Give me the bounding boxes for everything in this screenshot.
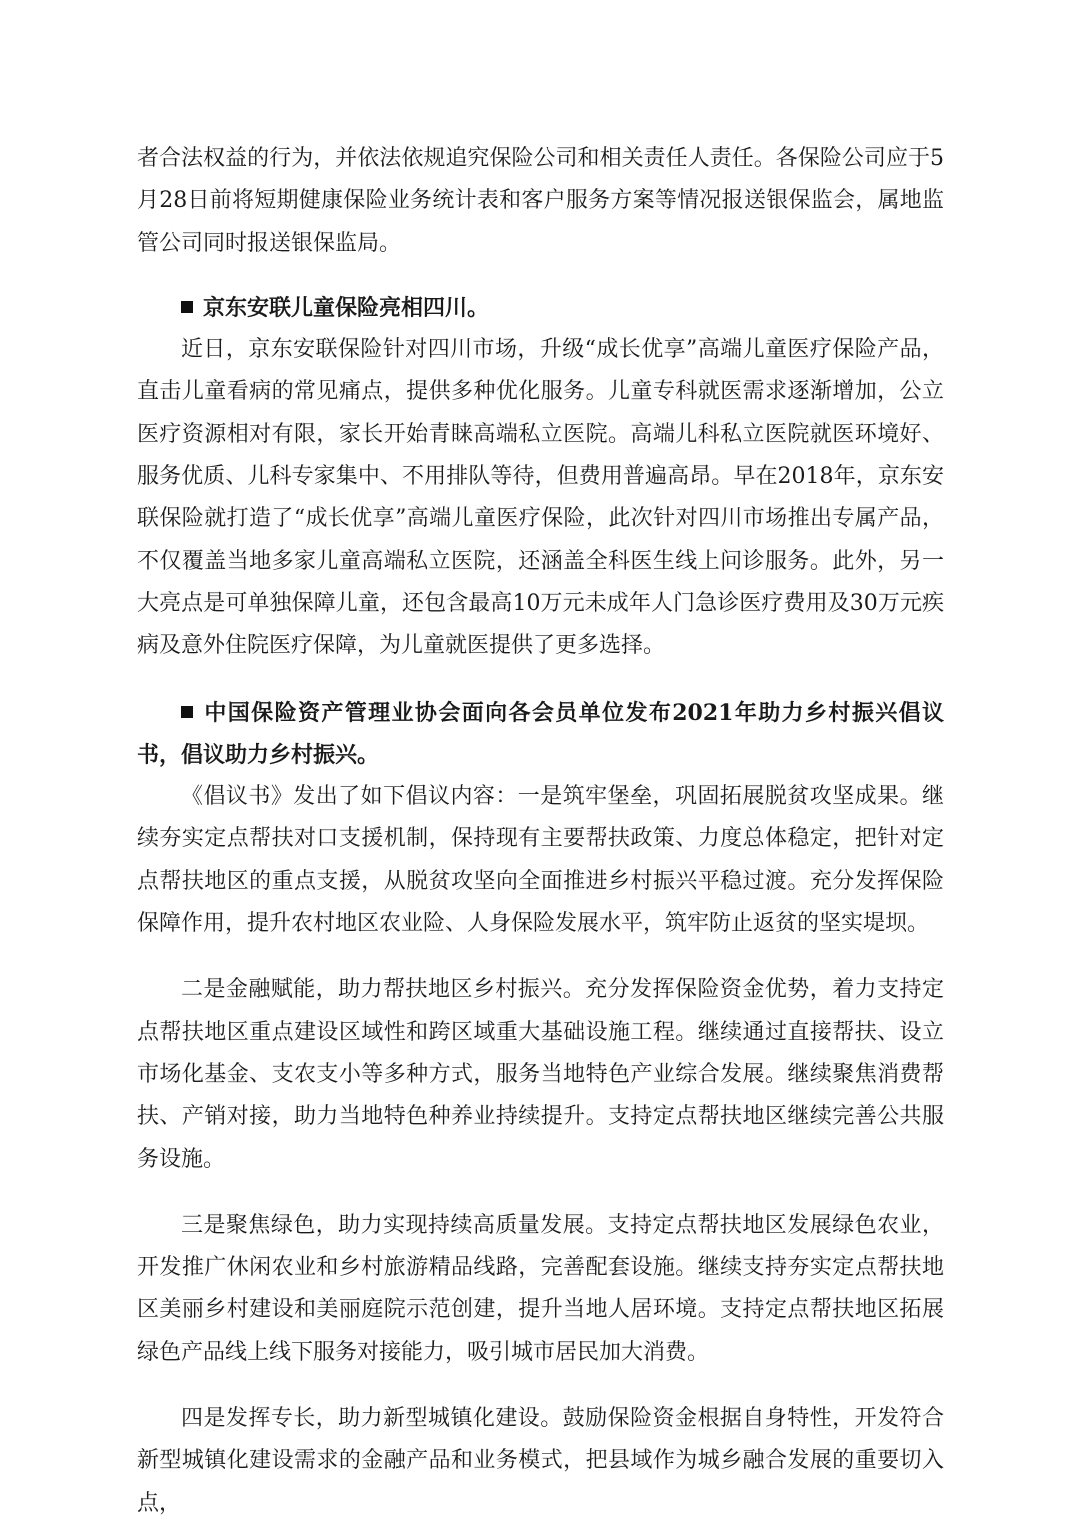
paragraph-proposal-four: 四是发挥专长，助力新型城镇化建设。鼓励保险资金根据自身特性，开发符合新型城镇化建设需求的金融产品和业务模式，把县域作为城乡融合发展的重要切入点， [137,1406,944,1516]
section-heading-insurance-asset-association [137,692,944,777]
paragraph-proposal-one: 《倡议书》发出了如下倡议内容：一是筑牢堡垒，巩固拓展脱贫攻坚成果。继续夯实定点帮扶对口支援机制，保持现有主要帮扶政策、力度总体稳定，把针对定点帮扶地区的重点支援，从脱贫攻坚向全面推进乡村振兴平稳过渡。充分发挥保险保障作用，提升农村地区农业险、人身保险发展水平，筑牢防止返贫的坚实堤坝。 [137,784,944,937]
intro-paragraph: 者合法权益的行为，并依法依规追究保险公司和相关责任人责任。各保险公司应于5月28日前将短期健康保险业务统计表和客户服务方案等情况报送银保监会，属地监管公司同时报送银保监局。 [137,146,944,256]
section-heading-text: 中国保险资产管理业协会面向各会员单位发布2021年助力乡村振兴倡议书，倡议助力乡村振兴。 [137,699,944,768]
paragraph-proposal-two: 二是金融赋能，助力帮扶地区乡村振兴。充分发挥保险资金优势，着力支持定点帮扶地区重点建设区域性和跨区域重大基础设施工程。继续通过直接帮扶、设立市场化基金、支农支小等多种方式，服务当地特色产业综合发展。继续聚焦消费帮扶、产销对接，助力当地特色种养业持续提升。支持定点帮扶地区继续完善公共服务设施。 [137,977,944,1172]
square-bullet-icon [181,706,193,718]
section-heading-jd-allianz [137,287,944,329]
paragraph-proposal-three: 三是聚焦绿色，助力实现持续高质量发展。支持定点帮扶地区发展绿色农业，开发推广休闲农业和乡村旅游精品线路，完善配套设施。继续支持夯实定点帮扶地区美丽乡村建设和美丽庭院示范创建，提升当地人居环境。支持定点帮扶地区拓展绿色产品线上线下服务对接能力，吸引城市居民加大消费。 [137,1212,944,1365]
square-bullet-icon [181,301,193,313]
section-heading-text: 京东安联儿童保险亮相四川。 [203,294,490,321]
document-page [137,138,944,1525]
paragraph-jd-allianz: 近日，京东安联保险针对四川市场，升级“成长优享”高端儿童医疗保险产品，直击儿童看病的常见痛点，提供多种优化服务。儿童专科就医需求逐渐增加，公立医疗资源相对有限，家长开始青睐高端私立医院。高端儿科私立医院就医环境好、服务优质、儿科专家集中、不用排队等待，但费用普遍高昂。早在2018年，京东安联保险就打造了“成长优享”高端儿童医疗保险，此次针对四川市场推出专属产品，不仅覆盖当地多家儿童高端私立医院，还涵盖全科医生线上问诊服务。此外，另一大亮点是可单独保障儿童，还包含最高10万元未成年人门急诊医疗费用及30万元疾病及意外住院医疗保障，为儿童就医提供了更多选择。 [137,337,944,659]
